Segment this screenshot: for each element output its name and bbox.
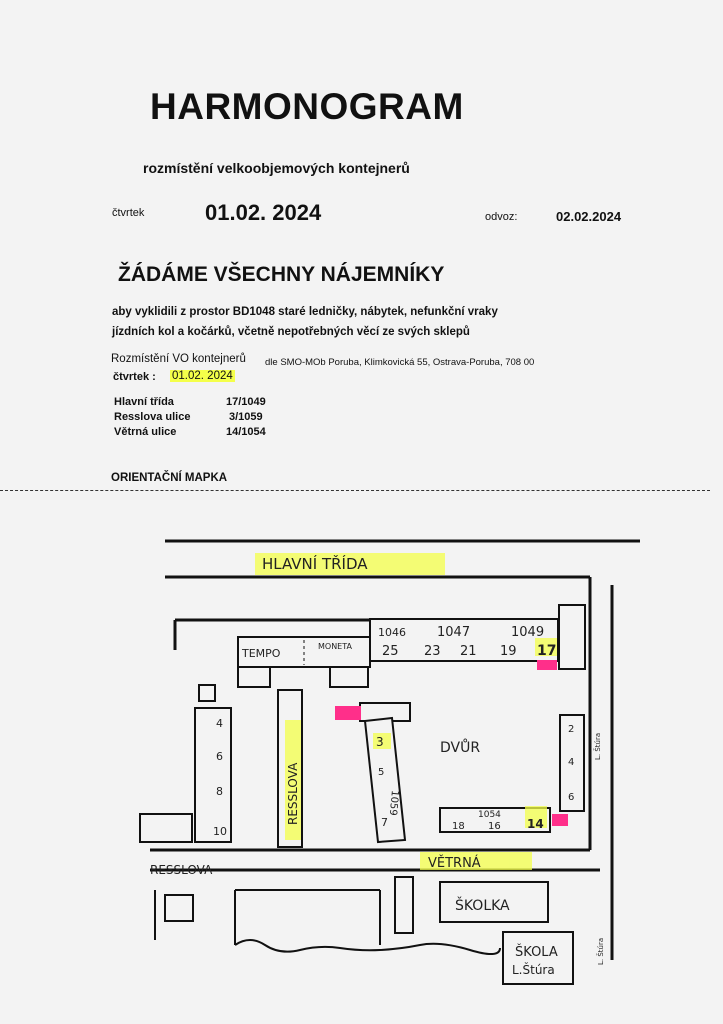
- label-moneta: MONETA: [318, 642, 352, 651]
- label-18: 18: [452, 821, 465, 832]
- document-subtitle: rozmístění velkoobjemových kontejnerů: [143, 160, 410, 176]
- label-6: 6: [568, 792, 575, 803]
- placement-day: čtvrtek :: [113, 371, 156, 383]
- location-number-1: 17/1049: [226, 396, 266, 408]
- placement-authority: dle SMO-MOb Poruba, Klimkovická 55, Ostrava-Poruba, 708 00: [265, 357, 535, 368]
- container-14: [552, 814, 568, 826]
- label-skola: ŠKOLA: [515, 945, 558, 960]
- location-street-1: Hlavní třída: [114, 396, 174, 408]
- placement-date-highlight: 01.02. 2024: [172, 370, 233, 382]
- label-14: 14: [527, 817, 544, 831]
- label-7: 7: [381, 816, 388, 829]
- label-tempo: TEMPO: [242, 647, 281, 660]
- label-19: 19: [500, 644, 517, 659]
- document-title: HARMONOGRAM: [150, 86, 464, 127]
- label-21: 21: [460, 644, 477, 659]
- location-number-2: 3/1059: [229, 411, 263, 423]
- label-23: 23: [424, 644, 441, 659]
- building-sw: [140, 814, 192, 842]
- location-number-3: 14/1054: [226, 426, 266, 438]
- label-17: 17: [537, 643, 557, 659]
- pickup-date: 02.02.2024: [556, 209, 622, 224]
- notice-line-2: jízdních kol a kočárků, včetně nepotřebných věcí ze svých sklepů: [112, 326, 470, 338]
- label-west-4: 4: [216, 717, 223, 730]
- label-vetrna: VĚTRNÁ: [428, 856, 481, 871]
- building-17: [559, 605, 585, 669]
- label-dvur: DVŮR: [440, 740, 481, 756]
- label-stura: L.Štúra: [512, 963, 555, 977]
- label-skolka: ŠKOLKA: [455, 898, 510, 914]
- label-3: 3: [376, 735, 384, 749]
- label-1047: 1047: [437, 625, 471, 640]
- label-west-6: 6: [216, 750, 223, 763]
- day-label: čtvrtek: [112, 207, 145, 219]
- label-1054: 1054: [478, 810, 501, 820]
- notice-line-1: aby vyklidili z prostor BD1048 staré ledničky, nábytek, nefunkční vraky: [112, 306, 498, 318]
- label-4: 4: [568, 757, 575, 768]
- container-3: [335, 706, 361, 720]
- label-stura-street: L. Štúra: [594, 732, 602, 760]
- map-title: ORIENTAČNÍ MAPKA: [111, 472, 228, 484]
- label-stura-street-2: L. Štúra: [597, 937, 605, 965]
- label-hlavni: HLAVNÍ TŘÍDA: [262, 555, 368, 573]
- building-west: [195, 708, 231, 842]
- boundary-line: [235, 940, 500, 954]
- label-1046: 1046: [378, 626, 406, 639]
- label-west-8: 8: [216, 785, 223, 798]
- event-date: 01.02. 2024: [205, 200, 322, 225]
- label-resslova-vertical: RESSLOVA: [286, 762, 300, 825]
- placement-label: Rozmístění VO kontejnerů: [111, 353, 246, 365]
- label-5: 5: [378, 767, 385, 778]
- container-17: [537, 660, 557, 670]
- notice-heading: ŽÁDÁME VŠECHNY NÁJEMNÍKY: [118, 263, 445, 286]
- location-street-3: Větrná ulice: [114, 426, 177, 438]
- label-west-10: 10: [213, 825, 227, 838]
- location-street-2: Resslova ulice: [114, 411, 191, 423]
- label-2: 2: [568, 724, 575, 735]
- pickup-label: odvoz:: [485, 211, 518, 223]
- label-25: 25: [382, 644, 399, 659]
- label-1059: 1059: [386, 789, 400, 817]
- label-16: 16: [488, 821, 501, 832]
- label-resslova: RESSLOVA: [150, 863, 213, 877]
- small-building: [199, 685, 215, 701]
- label-1049: 1049: [511, 625, 545, 640]
